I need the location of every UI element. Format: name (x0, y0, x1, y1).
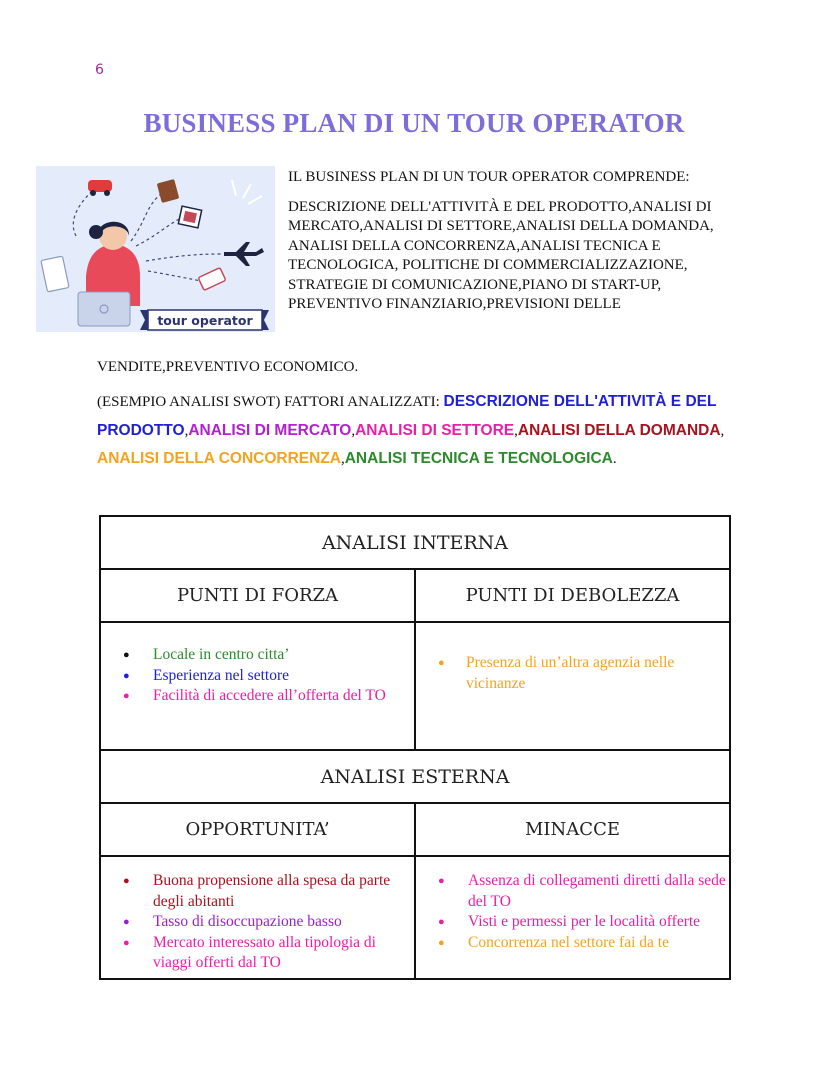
list-item-text: Presenza di un’altra agenzia nelle vicinanze (466, 654, 675, 692)
list-item-text: Facilità di accedere all’offerta del TO (153, 687, 386, 704)
laptop-icon (78, 292, 130, 326)
bullet-icon: ● (123, 690, 130, 702)
illustration-label: tour operator (157, 313, 253, 328)
bullet-icon: ● (438, 916, 445, 928)
internal-analysis-header: ANALISI INTERNA (100, 516, 730, 569)
bullet-icon: ● (123, 936, 130, 949)
photo-icon (178, 206, 201, 228)
list-item-text: Assenza di collegamenti diretti dalla sede del TO (468, 872, 726, 910)
list-item-text: Locale in centro citta’ (153, 646, 290, 663)
bullet-icon: ● (438, 936, 445, 949)
bullet-icon: ● (123, 649, 130, 661)
strengths-list (101, 623, 414, 749)
list-item-text: Buona propensione alla spesa da parte degli abitanti (153, 872, 391, 910)
weaknesses-header: PUNTI DI DEBOLEZZA (415, 569, 730, 622)
page-number: 6 (95, 62, 104, 78)
list-item-text: Visti e permessi per le località offerte (468, 913, 701, 930)
bullet-icon: ● (123, 669, 130, 682)
list-item (416, 912, 729, 933)
threats-header: MINACCE (415, 803, 730, 856)
list-item (101, 686, 414, 707)
factor-item: DESCRIZIONE DELL'ATTIVITÀ E DEL PRODOTTO (97, 393, 717, 439)
list-item (416, 653, 729, 694)
list-item (101, 912, 414, 933)
threats-list (416, 857, 729, 953)
factor-item: ANALISI DI MERCATO (188, 421, 352, 439)
bullet-icon: ● (438, 657, 445, 669)
analyzed-factors: (ESEMPIO ANALISI SWOT) FATTORI ANALIZZATI: DESCRIZIONE DELL'ATTIVITÀ E DEL PRODOTTO,ANALISI DI MERCATO,ANALISI DI SETTORE,ANALISI DELLA DOMANDA, ANALISI DELLA CONCORRENZA,ANALISI TECNICA E TECNOLOGICA. (97, 393, 725, 467)
page-title: BUSINESS PLAN DI UN TOUR OPERATOR (143, 108, 685, 138)
list-item (101, 871, 414, 912)
bullet-icon: ● (438, 875, 445, 887)
factor-item: ANALISI DELLA DOMANDA (517, 421, 721, 439)
list-item (416, 871, 729, 912)
illustration-graphic (36, 166, 275, 332)
airplane-icon (224, 242, 264, 266)
list-item-text: Esperienza nel settore (153, 666, 289, 684)
bullet-icon: ● (123, 875, 130, 887)
strengths-header: PUNTI DI FORZA (100, 569, 415, 622)
list-item (416, 933, 729, 954)
list-item (101, 933, 414, 974)
factors-prefix: (ESEMPIO ANALISI SWOT) FATTORI ANALIZZATI: (97, 394, 444, 410)
car-icon (88, 180, 112, 196)
ticket-icon (198, 268, 226, 291)
suitcase-icon (157, 179, 180, 203)
factor-item: ANALISI TECNICA E TECNOLOGICA (344, 450, 613, 467)
intro-body: DESCRIZIONE DELL'ATTIVITÀ E DEL PRODOTTO,ANALISI DI MERCATO,ANALISI DI SETTORE,ANALISI DELLA DOMANDA, ANALISI DELLA CONCORRENZA,ANALISI TECNICA E TECNOLOGICA, POLITICHE DI COMMERCIALIZZAZIONE, STRATEGIE DI COMUNICAZIONE,PIANO DI START-UP, PREVENTIVO FINANZIARIO,PREVISIONI DELLE (288, 198, 714, 312)
list-item-text: Mercato interessato alla tipologia di viaggi offerti dal TO (153, 933, 376, 971)
weaknesses-list (416, 623, 729, 694)
opportunities-header: OPPORTUNITA’ (100, 803, 415, 856)
opportunities-list (101, 857, 414, 978)
intro-tail: VENDITE,PREVENTIVO ECONOMICO. (97, 359, 359, 375)
list-item-text: Tasso di disoccupazione basso (153, 913, 342, 930)
list-item (101, 645, 414, 666)
intro-text (288, 168, 733, 325)
bullet-icon: ● (123, 916, 130, 928)
list-item-text: Concorrenza nel settore fai da te (468, 933, 669, 951)
external-analysis-header: ANALISI ESTERNA (100, 750, 730, 803)
factor-item: ANALISI DI SETTORE (355, 421, 515, 439)
list-item (101, 666, 414, 687)
swot-table (99, 515, 731, 980)
factor-item: ANALISI DELLA CONCORRENZA (97, 450, 341, 467)
tour-operator-illustration (36, 166, 275, 332)
intro-heading: IL BUSINESS PLAN DI UN TOUR OPERATOR COMPRENDE: (288, 169, 690, 185)
